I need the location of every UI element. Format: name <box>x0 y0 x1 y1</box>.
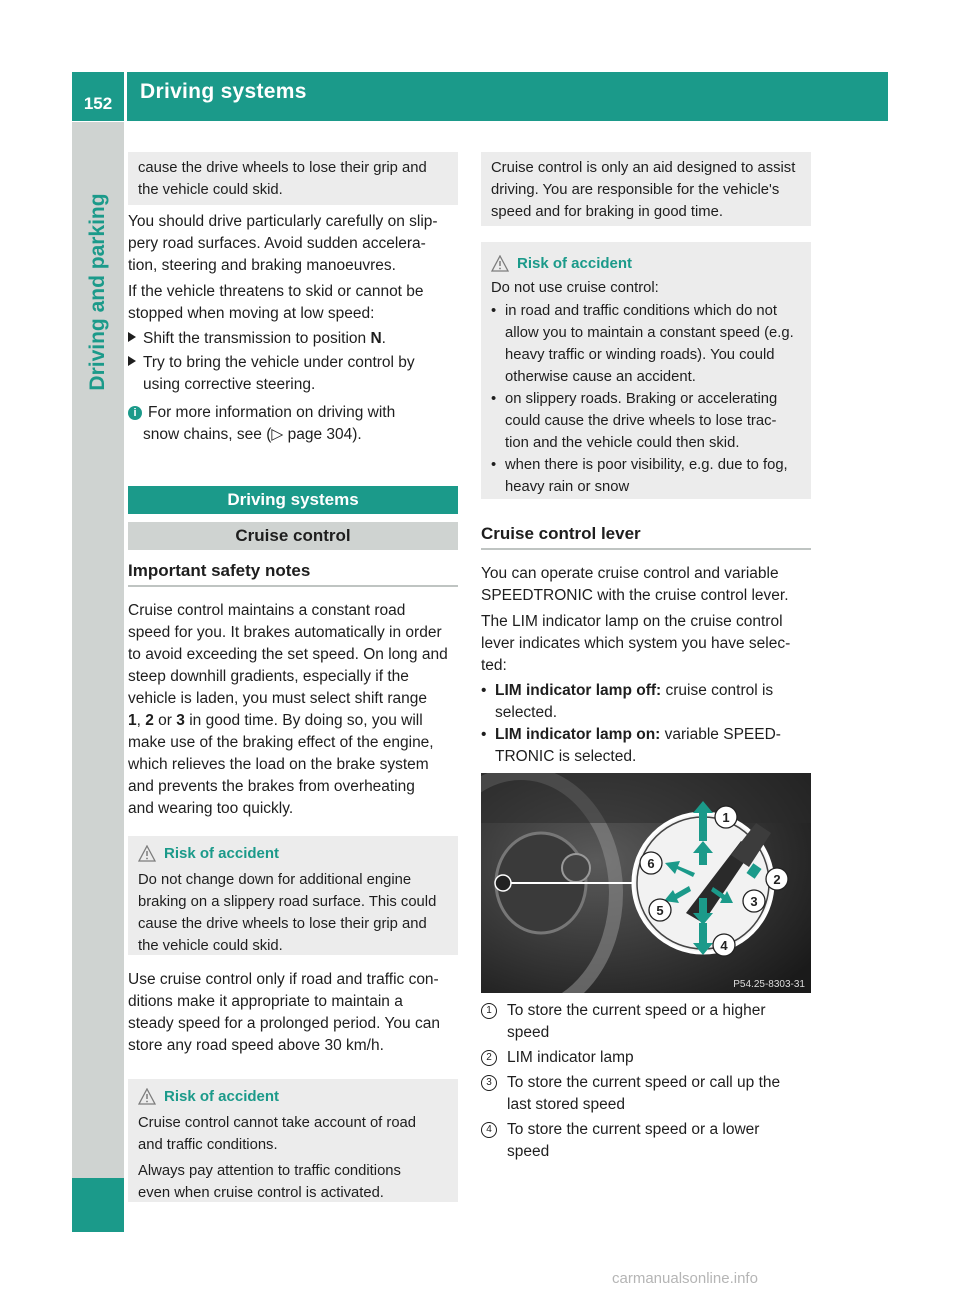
side-tab-label-wrap <box>72 122 124 462</box>
callout-4: 4 <box>720 938 728 953</box>
bullet-icon: • <box>491 457 497 473</box>
text: when there is poor visibility, e.g. due to fog, <box>505 457 788 473</box>
subsection-banner: Cruise control <box>128 522 458 550</box>
left-column <box>128 152 458 1202</box>
text-bold: N <box>370 330 382 347</box>
text-line: braking on a slippery road surface. This could <box>138 894 437 910</box>
text-bold: 1 <box>128 712 137 729</box>
text-line: speed <box>507 1143 550 1160</box>
bullet-line <box>491 388 801 410</box>
bullet-line <box>481 680 811 702</box>
legend-item <box>481 1072 811 1094</box>
text-line: and wearing too quickly. <box>128 800 294 817</box>
text-line: could cause the drive wheels to lose trac- <box>505 413 777 429</box>
text-line: tion, steering and braking manoeuvres. <box>128 257 396 274</box>
text: , <box>136 712 146 729</box>
text-line: otherwise cause an accident. <box>505 369 696 385</box>
text: . <box>381 330 386 347</box>
text-line: TRONIC is selected. <box>495 748 637 765</box>
text-bold: LIM indicator lamp on: <box>495 726 661 743</box>
text: For more information on driving with <box>148 404 396 421</box>
text-line: make use of the braking effect of the engine, <box>128 734 434 751</box>
text-bold: 2 <box>145 712 154 729</box>
text-line: and traffic conditions. <box>138 1137 278 1153</box>
legend-number-icon: 4 <box>481 1122 497 1138</box>
bullet-icon: • <box>491 391 497 407</box>
step-arrow-icon <box>128 332 136 342</box>
text-line: tion and the vehicle could then skid. <box>505 435 740 451</box>
text-line: ted: <box>481 657 507 674</box>
paragraph-cruise-intro <box>128 600 458 820</box>
legend-number-icon: 1 <box>481 1003 497 1019</box>
step-1 <box>128 328 458 350</box>
text-line: Always pay attention to traffic conditions <box>138 1163 401 1179</box>
text: cruise control is <box>661 682 774 699</box>
info-note <box>128 402 458 446</box>
text-line: SPEEDTRONIC with the cruise control lever. <box>481 587 789 604</box>
text: in good time. By doing so, you will <box>184 712 423 729</box>
dashboard <box>481 773 811 823</box>
text-line: steady speed for a prolonged period. You can <box>128 1015 440 1032</box>
text: To store the current speed or a higher <box>507 1002 766 1019</box>
bullet-icon: • <box>481 682 487 699</box>
text-line: snow chains, see (▷ page 304). <box>143 426 362 443</box>
text-line: vehicle is laden, you must select shift range <box>128 690 427 707</box>
text-line: heavy rain or snow <box>505 479 630 495</box>
text-line: to avoid exceeding the set speed. On long and <box>128 646 448 663</box>
paragraph-lim <box>481 611 811 677</box>
warning-box <box>128 1079 458 1202</box>
callout-3: 3 <box>750 894 758 909</box>
paragraph-skid <box>128 281 458 325</box>
callout-1: 1 <box>722 810 730 825</box>
text-line: pery road surfaces. Avoid sudden accelera- <box>128 235 426 252</box>
text: Try to bring the vehicle under control by <box>143 354 415 371</box>
warning-heading <box>491 252 801 276</box>
text-line: steep downhill gradients, especially if the <box>128 668 409 685</box>
text-bold: LIM indicator lamp off: <box>495 682 662 699</box>
text: To store the current speed or call up the <box>507 1074 781 1091</box>
wheel-logo <box>562 854 590 882</box>
text-line: Cruise control cannot take account of road <box>138 1115 417 1131</box>
callout-6: 6 <box>647 856 655 871</box>
callout-5: 5 <box>656 903 664 918</box>
text-line: cause the drive wheels to lose their grip and <box>138 916 427 932</box>
text-line: which relieves the load on the brake system <box>128 756 429 773</box>
text-line: the vehicle could skid. <box>138 182 283 198</box>
right-column <box>481 152 811 768</box>
text: Shift the transmission to position <box>143 330 371 347</box>
text: To store the current speed or a lower <box>507 1121 760 1138</box>
text-line: Cruise control maintains a constant road <box>128 602 406 619</box>
text-line: Cruise control is only an aid designed to assist <box>491 160 796 176</box>
text-line: speed <box>507 1024 550 1041</box>
text-line: lever indicates which system you have selec- <box>481 635 791 652</box>
page-title: Driving systems <box>140 80 307 103</box>
warning-heading <box>138 842 448 866</box>
note-box <box>481 152 811 226</box>
warning-box <box>128 836 458 955</box>
text-line: store any road speed above 30 km/h. <box>128 1037 384 1054</box>
lim-list <box>481 680 811 768</box>
paragraph-use-conditions <box>128 969 458 1057</box>
text-line: driving. You are responsible for the vehicle's <box>491 182 780 198</box>
warning-triangle-icon <box>138 1088 156 1106</box>
text-line: If the vehicle threatens to skid or cannot be <box>128 283 424 300</box>
text-line: allow you to maintain a constant speed (e.g. <box>505 325 794 341</box>
text-line: the vehicle could skid. <box>138 938 283 954</box>
section-heading: Cruise control lever <box>481 523 811 550</box>
text-line: speed and for braking in good time. <box>491 204 723 220</box>
text-line: ditions make it appropriate to maintain a <box>128 993 403 1010</box>
text-line: last stored speed <box>507 1096 626 1113</box>
step-list <box>128 328 458 396</box>
side-tab-label: Driving and parking <box>86 193 109 391</box>
section-banner: Driving systems <box>128 486 458 514</box>
paragraph-lever <box>481 563 811 607</box>
text-line: cause the drive wheels to lose their grip and <box>138 160 427 176</box>
bullet-icon: • <box>481 726 487 743</box>
text-line <box>128 710 458 732</box>
callout-2: 2 <box>773 872 781 887</box>
text-line: and prevents the brakes from overheating <box>128 778 415 795</box>
watermark: carmanualsonline.info <box>612 1270 758 1287</box>
text-line: Use cruise control only if road and traffic con- <box>128 971 439 988</box>
text-bold: 3 <box>176 712 185 729</box>
step-2 <box>128 352 458 374</box>
text-line: selected. <box>495 704 558 721</box>
warning-title: Risk of accident <box>164 845 280 862</box>
warning-continuation-box <box>128 152 458 205</box>
info-icon: i <box>128 406 142 420</box>
text-line: heavy traffic or winding roads). You could <box>505 347 775 363</box>
cruise-lever-illustration <box>481 773 811 993</box>
warning-title: Risk of accident <box>517 255 633 272</box>
warning-triangle-icon <box>491 255 509 273</box>
bullet-line <box>491 454 801 476</box>
side-tab-marker <box>72 1178 124 1232</box>
text: in road and traffic conditions which do not <box>505 303 777 319</box>
paragraph-slippery <box>128 211 458 277</box>
legend-item <box>481 1000 811 1022</box>
text-line: using corrective steering. <box>143 376 316 393</box>
text: variable SPEED- <box>660 726 781 743</box>
legend-number-icon: 3 <box>481 1075 497 1091</box>
text-line: speed for you. It brakes automatically in order <box>128 624 442 641</box>
text-line: Do not use cruise control: <box>491 280 659 296</box>
header-separator <box>124 72 127 121</box>
text-line: You can operate cruise control and variable <box>481 565 779 582</box>
warning-heading <box>138 1085 448 1109</box>
text-line: Do not change down for additional engine <box>138 872 412 888</box>
warning-triangle-icon <box>138 845 156 863</box>
text-line: stopped when moving at low speed: <box>128 305 375 322</box>
text-line: The LIM indicator lamp on the cruise control <box>481 613 783 630</box>
bullet-line <box>491 300 801 322</box>
warning-box <box>481 242 811 499</box>
text: on slippery roads. Braking or accelerating <box>505 391 778 407</box>
image-code: P54.25-8303-31 <box>733 979 805 990</box>
legend-item <box>481 1047 811 1069</box>
bullet-line <box>481 724 811 746</box>
legend-number-icon: 2 <box>481 1050 497 1066</box>
bullet-icon: • <box>491 303 497 319</box>
callout-legend <box>481 1000 811 1163</box>
section-heading: Important safety notes <box>128 560 458 587</box>
legend-item <box>481 1119 811 1141</box>
text: or <box>153 712 177 729</box>
page-number: 152 <box>83 94 113 113</box>
text-line: You should drive particularly carefully on slip- <box>128 213 438 230</box>
illustration-svg <box>481 773 811 993</box>
warning-title: Risk of accident <box>164 1088 280 1105</box>
step-arrow-icon <box>128 356 136 366</box>
text: LIM indicator lamp <box>507 1049 634 1066</box>
lever-position-marker <box>495 875 511 891</box>
text-line: even when cruise control is activated. <box>138 1185 384 1201</box>
